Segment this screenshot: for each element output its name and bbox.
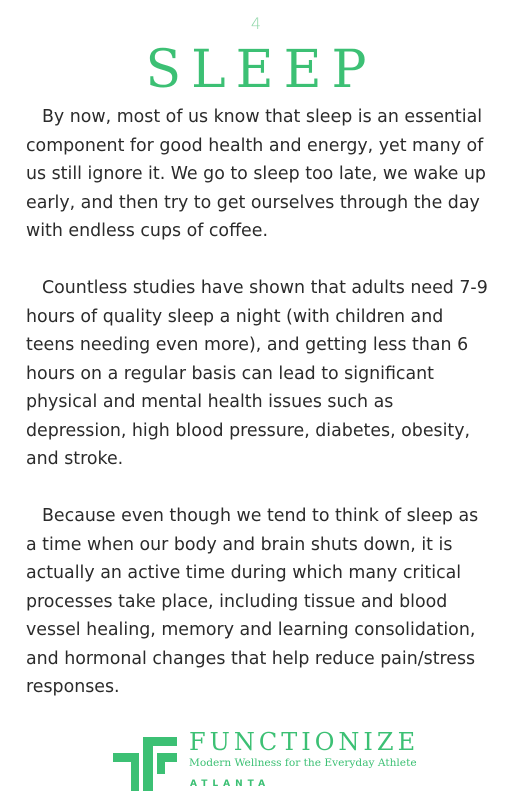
brand-tagline: Modern Wellness for the Everyday Athlete bbox=[189, 757, 417, 769]
page-title: SLEEP bbox=[145, 40, 377, 100]
paragraph-1: By now, most of us know that sleep is an essential component for good health and energy, yet many of us still ignore it. We go to sleep too late, we wake up early, and then try to get ourselves through the day with endless cups of coffee. bbox=[26, 107, 486, 241]
page-number: 4 bbox=[250, 14, 262, 33]
brand-city: ATLANTA bbox=[190, 779, 271, 789]
body-text bbox=[26, 103, 490, 702]
brand-name: FUNCTIONIZE bbox=[189, 728, 420, 756]
brand-logo bbox=[113, 728, 420, 792]
functionize-cross-logo-icon bbox=[113, 733, 177, 791]
paragraph-2: Countless studies have shown that adults need 7-9 hours of quality sleep a night (with children and teens needing even more), and getting less than 6 hours on a regular basis can lead to significant physical and mental health issues such as depression, high blood pressure, diabetes, obesity, and stroke. bbox=[26, 278, 488, 469]
paragraph-3: Because even though we tend to think of sleep as a time when our body and brain shuts down, it is actually an active time during which many critical processes take place, including tissue and blood vessel healing, memory and learning consolidation, and hormonal changes that help reduce pain/stress responses. bbox=[26, 506, 479, 697]
